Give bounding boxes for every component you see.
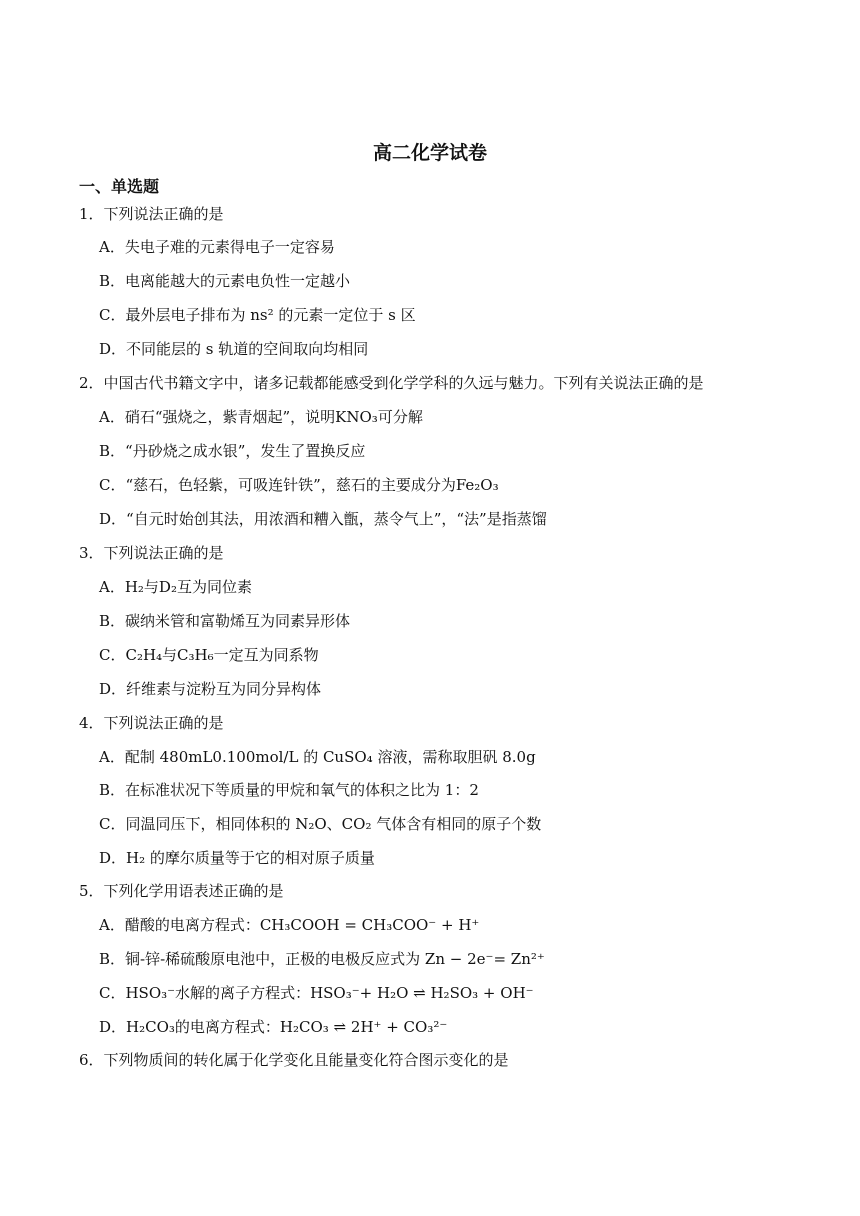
question-2-option-b: B．“丹砂烧之成水银”，发生了置换反应 xyxy=(99,442,366,460)
question-3-option-c: C．C₂H₄与C₃H₆一定互为同系物 xyxy=(99,646,319,664)
question-4-option-a: A．配制 480mL0.100mol/L 的 CuSO₄ 溶液，需称取胆矾 8.0g xyxy=(99,748,536,766)
question-5-option-d: D．H₂CO₃的电离方程式：H₂CO₃ ⇌ 2H⁺ + CO₃²⁻ xyxy=(99,1018,448,1036)
question-2-option-a: A．硝石“强烧之，紫青烟起”，说明KNO₃可分解 xyxy=(99,408,423,426)
section-heading: 一、单选题 xyxy=(79,177,160,196)
question-4-option-b: B．在标准状况下等质量的甲烷和氧气的体积之比为 1：2 xyxy=(99,781,479,799)
question-1-stem: 1．下列说法正确的是 xyxy=(79,205,224,223)
page-title: 高二化学试卷 xyxy=(372,142,487,164)
question-1-option-c: C．最外层电子排布为 ns² 的元素一定位于 s 区 xyxy=(99,306,416,324)
question-4-stem: 4．下列说法正确的是 xyxy=(79,714,224,732)
question-2-stem: 2．中国古代书籍文字中，诸多记载都能感受到化学学科的久远与魅力。下列有关说法正确的是 xyxy=(79,374,704,392)
question-3-stem: 3．下列说法正确的是 xyxy=(79,544,224,562)
question-1-option-d: D．不同能层的 s 轨道的空间取向均相同 xyxy=(99,340,369,358)
question-5-stem: 5．下列化学用语表述正确的是 xyxy=(79,882,284,900)
question-6-stem: 6．下列物质间的转化属于化学变化且能量变化符合图示变化的是 xyxy=(79,1051,509,1069)
question-2-option-d: D．“自元时始创其法，用浓酒和糟入甑，蒸令气上”，“法”是指蒸馏 xyxy=(99,510,547,528)
question-2-option-c: C．“慈石，色轻紫，可吸连针铁”，慈石的主要成分为Fe₂O₃ xyxy=(99,476,499,494)
question-5-option-b: B．铜-锌-稀硫酸原电池中，正极的电极反应式为 Zn − 2e⁻= Zn²⁺ xyxy=(99,950,545,968)
question-3-option-b: B．碳纳米管和富勒烯互为同素异形体 xyxy=(99,612,351,630)
question-3-option-a: A．H₂与D₂互为同位素 xyxy=(99,578,252,596)
question-5-option-a: A．醋酸的电离方程式：CH₃COOH = CH₃COO⁻ + H⁺ xyxy=(99,916,480,934)
question-3-option-d: D．纤维素与淀粉互为同分异构体 xyxy=(99,680,322,698)
question-1-option-b: B．电离能越大的元素电负性一定越小 xyxy=(99,272,351,290)
question-4-option-d: D．H₂ 的摩尔质量等于它的相对原子质量 xyxy=(99,849,375,867)
question-5-option-c: C．HSO₃⁻水解的离子方程式：HSO₃⁻+ H₂O ⇌ H₂SO₃ + OH⁻ xyxy=(99,984,534,1002)
question-4-option-c: C．同温同压下，相同体积的 N₂O、CO₂ 气体含有相同的原子个数 xyxy=(99,815,542,833)
question-1-option-a: A．失电子难的元素得电子一定容易 xyxy=(99,238,335,256)
